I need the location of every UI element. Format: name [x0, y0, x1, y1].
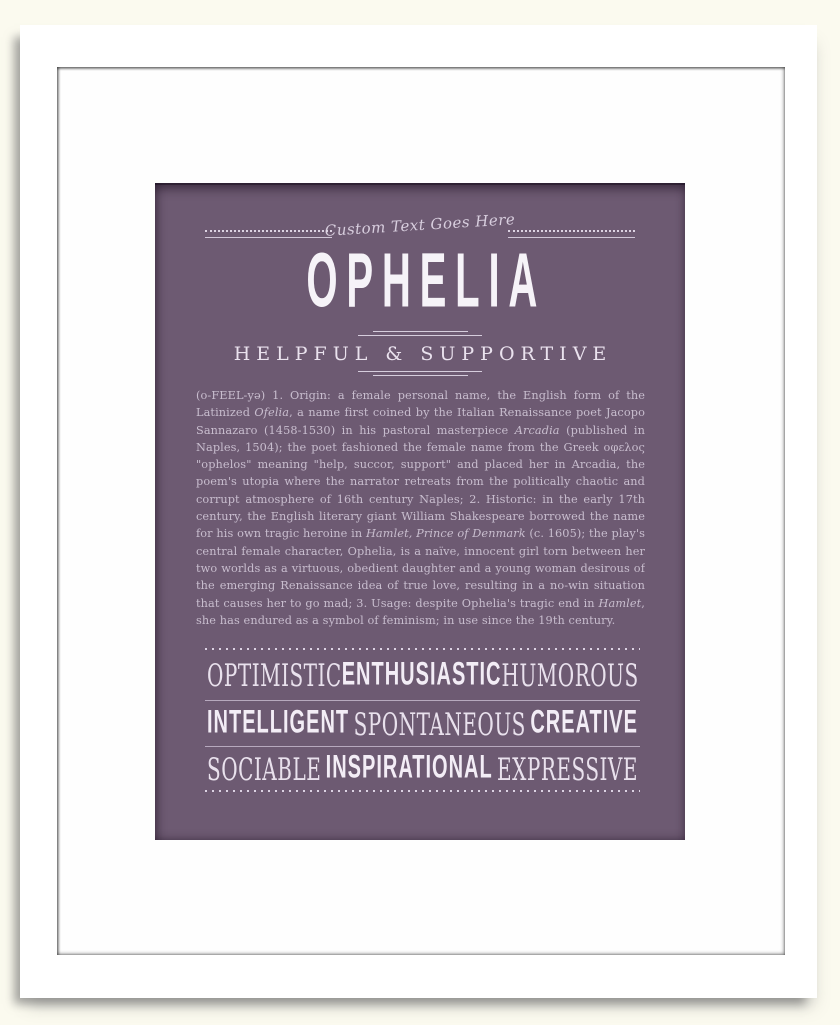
trait-word: CREATIVE — [530, 704, 638, 741]
trait-row — [205, 747, 640, 790]
trait-word: SOCIABLE — [207, 749, 322, 788]
traits-dotted-rule-bottom — [205, 790, 640, 792]
definition-segment: , she has endured as a symbol of feminism; in use since the 19th century. — [196, 596, 645, 627]
custom-text-label: Custom Text Goes Here — [324, 210, 516, 240]
name-title-text: OPHELIA — [306, 236, 546, 324]
definition-paragraph — [196, 387, 645, 635]
definition-segment: Ofelia — [254, 406, 290, 420]
definition-segment: (published in Naples, 1504); the poet fashioned the female name from the Greek οφελος "ophelos" meaning "help, succor, support" and placed her in Arcadia, the poem's utopia where the narrator retreats from the politically chaotic and corrupt atmosphere of 16th century Naples; 2. Historic: in the early 17th century, the English literary giant William Shakespeare borrowed the name for his own tragic heroine in — [196, 423, 645, 541]
trait-row — [205, 701, 640, 746]
traits-list — [205, 648, 640, 792]
trait-word: HUMOROUS — [501, 656, 639, 694]
definition-segment: Hamlet, Prince of Denmark — [365, 527, 526, 541]
trait-word: EXPRESSIVE — [497, 749, 638, 788]
divider-below-tagline — [155, 371, 685, 379]
definition-segment: (o-FEEL-yə) 1. Origin: a female personal name, the English form of the Latinized — [196, 389, 645, 420]
picture-frame — [20, 25, 817, 998]
trait-word: INTELLIGENT — [207, 704, 350, 741]
trait-word: OPTIMISTIC — [207, 656, 342, 694]
name-art-poster — [155, 183, 685, 840]
mat-board — [57, 67, 785, 955]
definition-segment: , a name first coined by the Italian Renaissance poet Jacopo Sannazaro (1458-1530) in his pastoral masterpiece — [196, 406, 645, 437]
divider-above-tagline — [155, 331, 685, 339]
definition-segment: Hamlet — [598, 596, 642, 610]
trait-row — [205, 650, 640, 700]
trait-word: ENTHUSIASTIC — [341, 656, 502, 693]
trait-word: INSPIRATIONAL — [325, 749, 493, 786]
trait-word: SPONTANEOUS — [353, 704, 526, 743]
tagline: HELPFUL & SUPPORTIVE — [233, 343, 613, 365]
definition-segment: Arcadia — [514, 423, 560, 437]
name-title — [155, 235, 685, 324]
definition-segment: (c. 1605); the play's central female character, Ophelia, is a naïve, innocent girl torn between her two worlds as a virtuous, obedient daughter and a young woman desirous of the emerging Renaissance idea of true love, resulting in a no-win situation that causes her to go mad; 3. Usage: despite Ophelia's tragic end in — [196, 527, 645, 610]
